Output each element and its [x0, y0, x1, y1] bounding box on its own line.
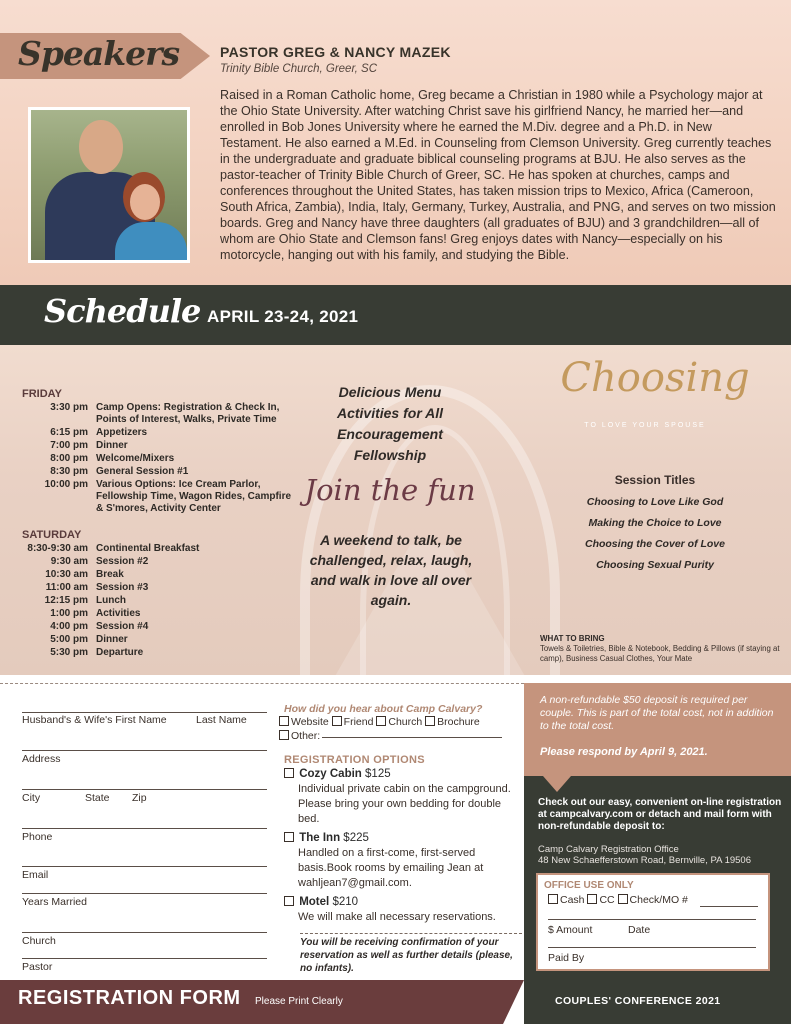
print-clearly-note: Please Print Clearly [255, 996, 343, 1007]
speaker-bio: Raised in a Roman Catholic home, Greg became a Christian in 1980 while a Psychology major at the Ohio State University. After watching Christ save his girlfriend Nancy, he married her—and enrolled in Bob Jones University where he earned the M.Div. degree and a Ph.D. in New Testament. He also earned a M.Ed. in Counseling from Clemson University. Greg currently teaches in the undergraduate and graduate biblical counseling programs at BJU. He also serves as the pastor-teacher of Trinity Bible Church of Greer, SC. He has spoken at churches, camps and conferences throughout the United States, has taken mission trips to Mexico, Africa (Cameroon, South Africa, Zambia), India, Italy, Germany, Turkey, Australia, and PNG, and serves on two mission boards. Greg and Nancy have three daughters (all graduates of BJU) and 3 grandchildren—all of whom are Ohio State and Clemson fans! Greg enjoys dates with Nancy—especially on his motorcycle, hanging out with his family, and studying the Bible. [220, 88, 776, 262]
registration-form-title: REGISTRATION FORM [18, 987, 241, 1009]
feature-item: Fellowship [353, 447, 427, 463]
check-number-line[interactable] [700, 906, 758, 907]
check-checkbox[interactable] [618, 894, 628, 904]
cash-label: Cash [560, 894, 585, 906]
brochure-label: Brochure [437, 716, 480, 728]
choosing-logo: Choosing [560, 355, 750, 401]
last-name-label: Last Name [196, 714, 247, 726]
state-label: State [85, 792, 110, 804]
church-line[interactable] [22, 958, 267, 959]
speaker-name: PASTOR GREG & NANCY MAZEK [220, 44, 451, 60]
schedule-event: Camp Opens: Registration & Check In, Points of Interest, Walks, Private Time [96, 402, 280, 425]
schedule-time: 9:30 am [50, 556, 88, 567]
session-titles-heading: Session Titles [614, 473, 696, 487]
schedule-time: 5:00 pm [50, 634, 88, 645]
online-registration-text: Check out our easy, convenient on-line registration at campcalvary.com or detach and mail form with non-refundable deposit to: [538, 797, 782, 832]
schedule-time: 11:00 am [45, 582, 88, 593]
session-title: Making the Choice to Love [588, 517, 722, 529]
schedule-time: 6:15 pm [50, 427, 88, 438]
schedule-time: 4:00 pm [50, 621, 88, 632]
join-the-fun-script: Join the fun [304, 473, 476, 507]
cozy-cabin-option[interactable] [284, 768, 391, 780]
cc-label: CC [599, 894, 615, 906]
zip-label: Zip [132, 792, 147, 804]
detach-line [0, 683, 524, 684]
church-label: Church [22, 935, 56, 947]
speaker-photo [28, 107, 190, 263]
schedule-time: 8:30 pm [50, 466, 88, 477]
schedule-heading: Schedule [44, 292, 201, 330]
schedule-time: 12:15 pm [44, 595, 88, 606]
session-title: Choosing the Cover of Love [584, 538, 725, 550]
cozy-cabin-title: Cozy Cabin [299, 768, 362, 780]
phone-line[interactable] [22, 866, 267, 867]
years-married-label: Years Married [22, 896, 87, 908]
schedule-event: Dinner [96, 634, 128, 645]
feature-item: Encouragement [337, 426, 443, 442]
features-list [300, 382, 480, 466]
schedule-dates: APRIL 23-24, 2021 [207, 307, 359, 326]
other-line[interactable] [322, 737, 502, 738]
registration-options-heading: REGISTRATION OPTIONS [284, 754, 425, 766]
schedule-event: Session #3 [96, 582, 149, 593]
church-option-label: Church [388, 716, 423, 728]
confirmation-note: You will be receiving confirmation of your reservation as well as further details (please, no infants). [300, 937, 513, 974]
speaker-church: Trinity Bible Church, Greer, SC [220, 63, 378, 75]
other-checkbox[interactable] [279, 730, 289, 740]
address-line-top[interactable] [22, 750, 267, 751]
schedule-event: Break [96, 569, 124, 580]
inn-price: $225 [343, 832, 369, 844]
city-state-zip-line[interactable] [22, 828, 267, 829]
office-payment-options [548, 894, 688, 906]
other-label: Other: [291, 730, 321, 742]
inn-option[interactable] [284, 832, 369, 844]
friday-label: FRIDAY [22, 388, 62, 400]
cash-checkbox[interactable] [548, 894, 558, 904]
office-address [538, 844, 783, 866]
how-hear-question: How did you hear about Camp Calvary? [284, 703, 483, 715]
office-name: Camp Calvary Registration Office [538, 844, 679, 855]
schedule-event: Various Options: Ice Cream Parlor, Fellowship Time, Wagon Rides, Campfire & S'mores, Activity Center [96, 479, 292, 514]
motel-option[interactable] [284, 896, 358, 908]
schedule-event: Continental Breakfast [96, 543, 200, 554]
friend-label: Friend [343, 716, 374, 728]
schedule-time: 8:00 pm [50, 453, 88, 464]
motel-desc: We will make all necessary reservations. [298, 911, 496, 923]
what-to-bring-heading: WHAT TO BRING [540, 634, 605, 643]
schedule-time: 7:00 pm [50, 440, 88, 451]
date-label: Date [628, 924, 651, 936]
deposit-text: A non-refundable $50 deposit is required per couple. This is part of the total cost, not in addition to the total cost. [540, 694, 774, 732]
email-line[interactable] [22, 893, 267, 894]
feature-item: Delicious Menu [338, 384, 442, 400]
office-street: 48 New Schaefferstown Road, Bernville, PA 19506 [538, 855, 751, 866]
office-use-heading: OFFICE USE ONLY [544, 880, 634, 891]
check-label: Check/MO # [629, 894, 688, 906]
motel-price: $210 [332, 896, 359, 908]
motel-title: Motel [299, 896, 330, 908]
cozy-cabin-desc: Individual private cabin on the campground. Please bring your own bedding for double bed. [298, 783, 511, 825]
session-title: Choosing Sexual Purity [596, 559, 714, 571]
cozy-cabin-checkbox[interactable] [284, 768, 294, 778]
website-label: Website [291, 716, 329, 728]
schedule-time: 1:00 pm [50, 608, 88, 619]
inn-desc: Handled on a first-come, first-served basis.Book rooms by emailing Jean at wahljean7@gmail.com. [298, 847, 484, 889]
schedule-event: Activities [96, 608, 141, 619]
schedule-event: Session #2 [96, 556, 149, 567]
schedule-section [0, 345, 791, 675]
amount-line[interactable] [548, 947, 756, 948]
cc-checkbox[interactable] [587, 894, 597, 904]
website-checkbox[interactable] [279, 716, 289, 726]
schedule-event: Lunch [96, 595, 126, 606]
confirmation-divider [300, 933, 522, 934]
amount-label: $ Amount [548, 924, 593, 936]
tagline: A weekend to talk, be challenged, relax, laugh, and walk in love all over again. [309, 532, 473, 608]
address-label: Address [22, 753, 61, 765]
schedule-event: Appetizers [96, 427, 148, 438]
friend-checkbox[interactable] [332, 716, 342, 726]
choosing-logo-subtitle: TO LOVE YOUR SPOUSE [584, 422, 706, 429]
years-married-line[interactable] [22, 932, 267, 933]
schedule-time: 8:30-9:30 am [27, 543, 88, 554]
saturday-label: SATURDAY [22, 529, 82, 541]
how-hear-options [279, 715, 519, 743]
paid-by-label: Paid By [548, 952, 585, 964]
church-checkbox[interactable] [376, 716, 386, 726]
pastor-label: Pastor [22, 961, 53, 973]
conference-name: COUPLES' CONFERENCE 2021 [555, 995, 721, 1007]
inn-title: The Inn [299, 832, 341, 844]
schedule-event: General Session #1 [96, 466, 189, 477]
cozy-cabin-price: $125 [365, 768, 391, 780]
photo-woman-face [130, 184, 160, 220]
what-to-bring-list: Towels & Toiletries, Bible & Notebook, Bedding & Pillows (if staying at camp), Business Casual Clothes, Your Mate [540, 644, 780, 663]
city-label: City [22, 792, 41, 804]
schedule-event: Welcome/Mixers [96, 453, 175, 464]
schedule-event: Dinner [96, 440, 128, 451]
names-label: Husband's & Wife's First Name [22, 714, 167, 726]
photo-woman-body [115, 222, 187, 263]
office-line [548, 919, 756, 920]
feature-item: Activities for All [336, 405, 444, 421]
phone-label: Phone [22, 831, 53, 843]
address-line[interactable] [22, 789, 267, 790]
schedule-event: Session #4 [96, 621, 149, 632]
schedule-event: Departure [96, 647, 144, 658]
respond-by-text: Please respond by April 9, 2021. [540, 746, 708, 758]
inn-checkbox[interactable] [284, 832, 294, 842]
brochure-checkbox[interactable] [425, 716, 435, 726]
email-label: Email [22, 869, 49, 881]
speakers-heading: Speakers [18, 34, 180, 73]
schedule-time: 10:00 pm [44, 479, 88, 490]
session-title: Choosing to Love Like God [586, 496, 724, 508]
schedule-time: 10:30 am [45, 569, 88, 580]
motel-checkbox[interactable] [284, 896, 294, 906]
photo-man-head [79, 120, 123, 174]
names-line[interactable] [22, 712, 267, 713]
schedule-time: 5:30 pm [50, 647, 88, 658]
schedule-time: 3:30 pm [50, 402, 88, 413]
